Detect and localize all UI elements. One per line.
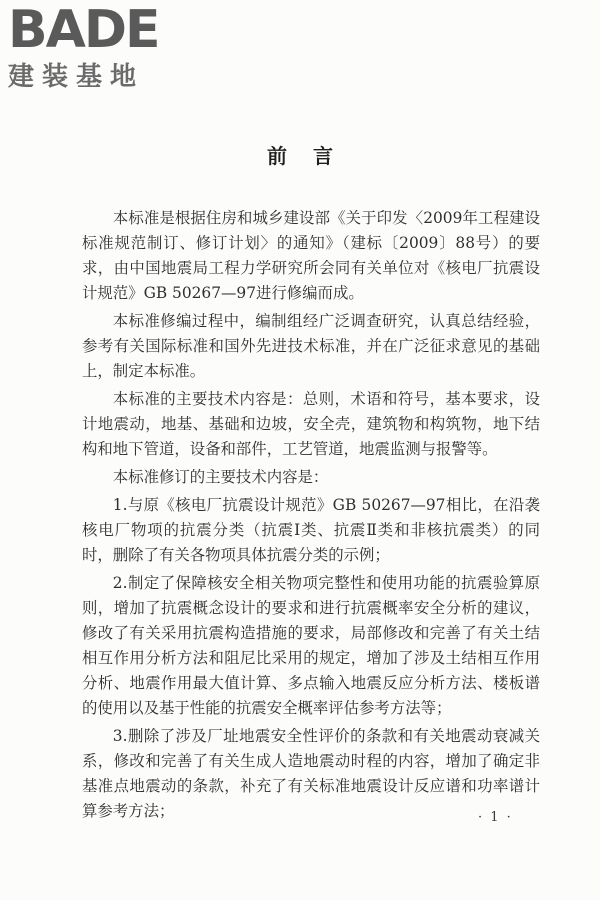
paragraph: 本标准修订的主要技术内容是： [112,468,329,486]
document-body [82,206,540,827]
paragraph: 本标准修编过程中，编制组经广泛调查研究，认真总结经验，参考有关国际标准和国外先进技术标准，并在广泛征求意见的基础上，制定本标准。 [82,312,540,380]
logo-wordmark: BADE [8,0,159,60]
paragraph: 1.与原《核电厂抗震设计规范》GB 50267—97相比，在沿袭核电厂物项的抗震分类（抗震Ⅰ类、抗震Ⅱ类和非核抗震类）的同时，删除了有关各物项具体抗震分类的示例； [82,496,540,564]
paragraph: 本标准是根据住房和城乡建设部《关于印发〈2009年工程建设标准规范制订、修订计划〉的通知》（建标〔2009〕88号）的要求，由中国地震局工程力学研究所会同有关单位对《核电厂抗震设计规范》GB 50267—97进行修编而成。 [82,209,540,302]
bade-logo [8,0,178,92]
paragraph: 2.制定了保障核安全相关物项完整性和使用功能的抗震验算原则，增加了抗震概念设计的要求和进行抗震概率安全分析的建议，修改了有关采用抗震构造措施的要求，局部修改和完善了有关土结相互作用分析方法和阻尼比采用的规定，增加了涉及土结相互作用分析、地震作用最大值计算、多点输入地震反应分析方法、楼板谱的使用以及基于性能的抗震安全概率评估参考方法等； [82,574,540,717]
logo-subtitle: 建装基地 [8,62,145,92]
page-title: 前言 [267,144,359,168]
page-number: · 1 · [478,810,513,825]
paragraph: 本标准的主要技术内容是：总则，术语和符号，基本要求，设计地震动，地基、基础和边坡，安全壳，建筑物和构筑物，地下结构和地下管道，设备和部件，工艺管道，地震监测与报警等。 [82,390,540,458]
paragraph: 3.删除了涉及厂址地震安全性评价的条款和有关地震动衰减关系，修改和完善了有关生成人造地震动时程的内容，增加了确定非基准点地震动的条款，补充了有关标准地震设计反应谱和功率谱计算参考方法； [82,727,540,820]
